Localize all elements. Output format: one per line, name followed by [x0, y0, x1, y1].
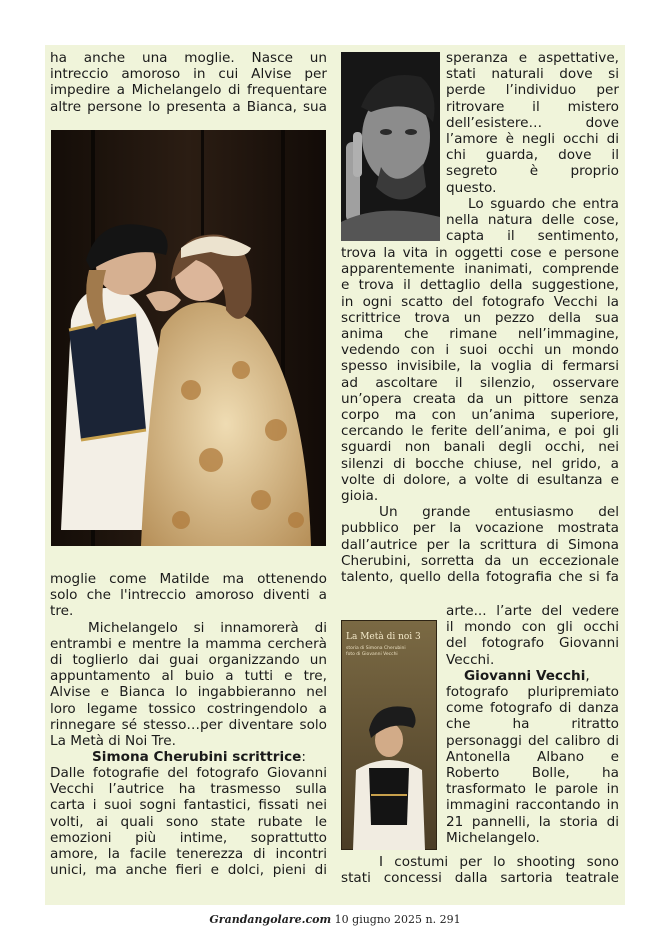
footer-brand: Grandangolare.com — [209, 913, 332, 926]
text-line: Lo sguardo che entra — [468, 195, 619, 212]
text-line: in ogni scatto del fotografo Vecchi la — [341, 293, 619, 310]
text-line: I costumi per lo shooting sono — [379, 854, 619, 870]
text-line: impedire a Michelangelo di frequentare — [50, 82, 327, 99]
text-line: Vecchi. — [446, 651, 495, 668]
text-line: appuntamento al buio a tutti e tre, — [50, 668, 327, 685]
couple-photo-image — [51, 130, 326, 546]
text-line: dell’esistere… dove — [446, 114, 619, 131]
text-line: La Metà di Noi Tre. — [50, 733, 176, 750]
text-line: fotografo pluripremiato — [446, 684, 619, 700]
right-column-beside-book-text — [446, 603, 619, 668]
portrait-photo-image — [341, 52, 440, 241]
text-line: anima che rimane nell’immagine, — [341, 326, 619, 343]
text-line: Michelangelo si innamorerà di — [88, 619, 327, 636]
text-line: Michelangelo. — [446, 829, 540, 846]
page-footer — [0, 913, 670, 926]
text-line: un’opera creata da un pittore senza — [341, 390, 619, 407]
text-line: stati naturali dove si — [446, 66, 619, 83]
text-line: Dalle fotografie del fotografo Giovanni — [50, 765, 327, 781]
book-subtitle-2: foto di Giovanni Vecchi — [346, 652, 398, 657]
simona-heading-line — [50, 749, 327, 765]
text-line: altre persone lo presenta a Bianca, sua — [50, 98, 327, 115]
giovanni-heading: Giovanni Vecchi — [464, 668, 586, 684]
giovanni-heading-line — [446, 668, 619, 684]
giovanni-comma: , — [585, 668, 590, 684]
left-column-top-text — [50, 50, 327, 115]
text-line: rinnegare sé stesso…per diventare solo — [50, 716, 327, 733]
text-line: che ha ritratto — [446, 716, 619, 733]
text-line: silenzi di bocche chiuse, nel grido, a — [341, 455, 619, 472]
text-line: come fotografo di danza — [446, 700, 619, 717]
simona-heading: Simona Cherubini scrittrice — [92, 749, 302, 765]
text-line: arte... l’arte del vedere — [446, 603, 619, 619]
book-cover — [341, 620, 437, 850]
text-line: speranza e aspettative, — [446, 50, 619, 66]
text-line: Antonella Albano e — [446, 748, 619, 765]
text-line: 21 pannelli, la storia di — [446, 813, 619, 830]
text-line: vedendo con i suoi occhi un mondo — [341, 342, 619, 359]
text-line: stati concessi dalla sartoria teatrale — [341, 870, 619, 887]
simona-paragraph — [50, 765, 327, 878]
left-column-bottom-text — [50, 571, 327, 749]
couple-photo — [51, 130, 326, 546]
text-line: intreccio amoroso in cui Alvise per — [50, 66, 327, 83]
text-line: loro legame tossico costringendolo a — [50, 700, 327, 717]
book-title: La Metà di noi 3 — [346, 632, 421, 642]
text-line: trova la vita in oggetti cose e persone — [341, 245, 619, 261]
portrait-photo — [341, 52, 440, 241]
text-line: personaggi del calibro di — [446, 732, 619, 749]
text-line: ad ascoltare il silenzio, osservare — [341, 374, 619, 391]
text-line: nella natura delle cose, — [446, 212, 619, 229]
text-line: sguardi non banali degli occhi, nei — [341, 439, 619, 456]
simona-colon: : — [301, 749, 306, 765]
giovanni-paragraph — [446, 684, 619, 846]
text-line: capta il sentimento, — [446, 228, 619, 245]
text-line: solo che l'intreccio amoroso diventi a — [50, 587, 327, 604]
text-line: Roberto Bolle, ha — [446, 765, 619, 782]
text-line: tre. — [50, 603, 74, 620]
text-line: unici, ma anche fieri e dolci, pieni di — [50, 862, 327, 879]
text-line: spesso invisibile, la voglia di fermarsi — [341, 358, 619, 375]
book-subtitle-1: storia di Simona Cherubini — [346, 646, 406, 651]
text-line: gioia. — [341, 488, 379, 505]
text-line: Cherubini, sorretta da un eccezionale — [341, 552, 619, 569]
text-line: talento, quello della fotografia che si fa — [341, 569, 619, 586]
text-line: volti, ai quali sono state rubate le — [50, 813, 327, 830]
text-line: chi guarda, dove il — [446, 147, 619, 164]
text-line: carta i suoi sogni fantastici, fissati nei — [50, 797, 327, 814]
footer-issue: 10 giugno 2025 n. 291 — [331, 913, 461, 926]
text-line: trasformato le parole in — [446, 781, 619, 798]
text-line: Un grande entusiasmo del — [379, 504, 619, 521]
text-line: Alvise e Bianca lo ingabbieranno nel — [50, 684, 327, 701]
text-line: apparentemente inanimati, comprende — [341, 261, 619, 278]
text-line: di toglierlo dai guai organizzando un — [50, 652, 327, 669]
text-line: segreto è proprio — [446, 163, 619, 180]
text-line: e trova il dettaglio della suggestione, — [341, 277, 619, 294]
text-line: questo. — [446, 179, 497, 196]
text-line: scrittrice trova un pezzo della sua — [341, 309, 619, 326]
text-line: emozioni più intime, soprattutto — [50, 829, 327, 846]
text-line: entrambi e mentre la mamma cercherà — [50, 635, 327, 652]
text-line: volte di dolore, a volte di esultanza e — [341, 471, 619, 488]
right-column-beside-portrait-text — [446, 50, 619, 244]
text-line: il mondo con gli occhi — [446, 619, 619, 636]
text-line: ha anche una moglie. Nasce un — [50, 50, 327, 66]
text-line: amore, la facile tenerezza di incontri — [50, 846, 327, 863]
text-line: cercando le ferite dell’anima, e poi gli — [341, 423, 619, 440]
text-line: pubblico per la vocazione mostrata — [341, 520, 619, 537]
right-column-full-text — [341, 245, 619, 585]
text-line: immagini raccontando in — [446, 797, 619, 814]
text-line: ritrovare il mistero — [446, 98, 619, 115]
text-line: moglie come Matilde ma ottenendo — [50, 571, 327, 587]
text-line: perde l’individuo per — [446, 82, 619, 99]
right-column-end-text — [341, 854, 619, 886]
text-line: dall’autrice per la scrittura di Simona — [341, 536, 619, 553]
text-line: del fotografo Giovanni — [446, 635, 619, 652]
text-line: corpo ma con un’anima superiore, — [341, 407, 619, 424]
text-line: Vecchi l’autrice ha trasmesso sulla — [50, 781, 327, 798]
text-line: l’amore è negli occhi di — [446, 131, 619, 148]
